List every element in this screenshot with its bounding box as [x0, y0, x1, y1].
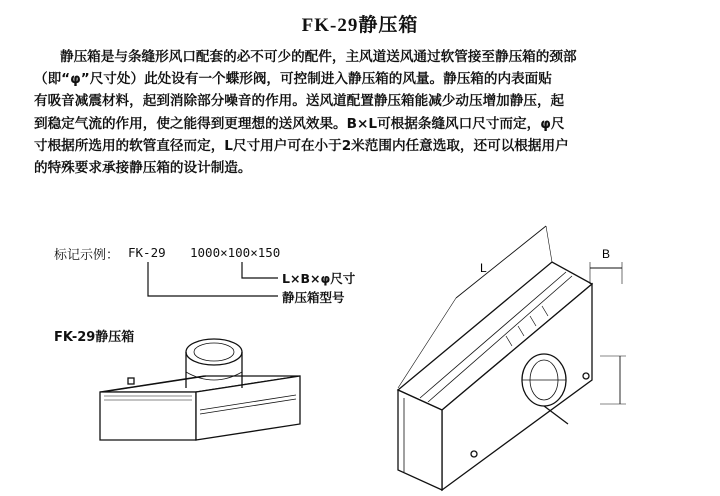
marking-model: FK-29	[128, 245, 166, 260]
description-line: 寸根据所选用的软管直径而定，L尺寸用户可在小于2米范围内任意选取，还可以根据用户	[34, 137, 569, 154]
marking-note-dims: L×B×φ尺寸	[282, 271, 356, 286]
right-box-drawing	[398, 226, 626, 490]
description-line: 有吸音减震材料，起到消除部分噪音的作用。送风道配置静压箱能减少动压增加静压，起	[34, 93, 565, 110]
marking-spec: 1000×100×150	[190, 245, 281, 260]
description-line: 的特殊要求承接静压箱的设计制造。	[34, 160, 252, 177]
marking-label: 标记示例：	[54, 248, 120, 263]
page-title: FK-29静压箱	[301, 15, 419, 36]
left-box-drawing	[100, 339, 300, 440]
left-figure-title: FK-29静压箱	[54, 330, 135, 345]
dim-B-label: B	[602, 247, 611, 261]
marking-note-model: 静压箱型号	[282, 290, 345, 305]
description-line: 到稳定气流的作用，使之能得到更理想的送风效果。B×L可根据条缝风口尺寸而定，φ尺	[34, 115, 565, 132]
dim-L-label: L	[480, 261, 487, 275]
description-line: 静压箱是与条缝形风口配套的必不可少的配件，主风道送风通过软管接至静压箱的颈部	[60, 49, 577, 65]
description-line: （即“φ”尺寸处）此处设有一个蝶形阀，可控制进入静压箱的风量。静压箱的内表面贴	[34, 71, 552, 88]
